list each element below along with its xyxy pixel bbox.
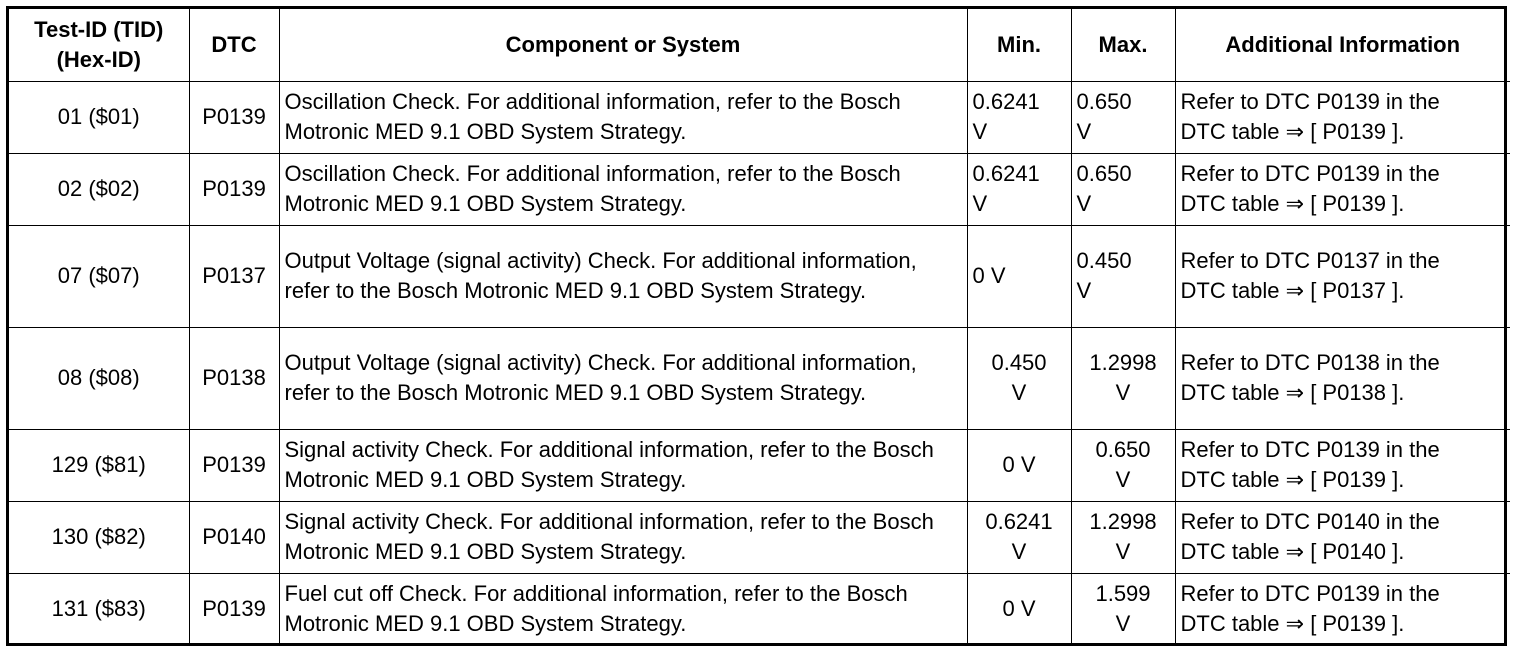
- min-value: 0 V: [1002, 452, 1036, 477]
- cell-component: Oscillation Check. For additional information, refer to the Bosch Motronic MED 9.1 OBD System Strategy.: [279, 153, 967, 225]
- header-max: Max.: [1071, 9, 1175, 81]
- cell-min: [967, 501, 1071, 573]
- info-line2: DTC table ⇒ [ P0140 ].: [1180, 539, 1405, 564]
- header-info: Additional Information: [1175, 9, 1510, 81]
- min-unit: V: [972, 119, 988, 144]
- info-line1: Refer to DTC P0139 in the: [1180, 437, 1440, 462]
- cell-dtc: P0139: [189, 573, 279, 645]
- info-line1: Refer to DTC P0139 in the: [1180, 581, 1440, 607]
- table-row: [9, 429, 1510, 501]
- header-test-id-line1: Test-ID (TID): [34, 16, 164, 42]
- max-value: 1.2998: [1089, 509, 1157, 534]
- min-value: 0.6241: [972, 161, 1040, 186]
- cell-info: [1175, 501, 1510, 573]
- table-row: [9, 327, 1510, 429]
- cell-dtc: P0138: [189, 327, 279, 429]
- header-test-id-line2: (Hex-ID): [56, 46, 141, 72]
- cell-max: [1071, 225, 1175, 327]
- table-row: [9, 573, 1510, 645]
- info-line1: Refer to DTC P0138 in the: [1180, 350, 1440, 375]
- info-line1: Refer to DTC P0137 in the: [1180, 248, 1440, 273]
- max-value: 0.450: [1076, 248, 1132, 273]
- cell-info: [1175, 153, 1510, 225]
- table-row: [9, 225, 1510, 327]
- cell-max: [1071, 429, 1175, 501]
- min-value: 0 V: [1002, 596, 1036, 622]
- cell-min: [967, 429, 1071, 501]
- cell-dtc: P0139: [189, 81, 279, 153]
- info-line2: DTC table ⇒ [ P0139 ].: [1180, 611, 1405, 637]
- max-unit: V: [1115, 611, 1131, 637]
- cell-test-id: 07 ($07): [9, 225, 189, 327]
- cell-dtc: P0140: [189, 501, 279, 573]
- cell-dtc: P0137: [189, 225, 279, 327]
- max-unit: V: [1076, 191, 1092, 216]
- max-value: 0.650: [1076, 89, 1132, 114]
- min-unit: V: [1011, 539, 1027, 564]
- min-unit: V: [972, 191, 988, 216]
- header-test-id: [9, 9, 189, 81]
- header-component: Component or System: [279, 9, 967, 81]
- cell-component: Output Voltage (signal activity) Check. For additional information, refer to the Bosch Motronic MED 9.1 OBD System Strategy.: [279, 225, 967, 327]
- cell-component: Output Voltage (signal activity) Check. For additional information, refer to the Bosch Motronic MED 9.1 OBD System Strategy.: [279, 327, 967, 429]
- cell-max: [1071, 81, 1175, 153]
- cell-info: [1175, 225, 1510, 327]
- max-unit: V: [1076, 119, 1092, 144]
- info-line1: Refer to DTC P0140 in the: [1180, 509, 1440, 534]
- min-value: 0.450: [991, 350, 1047, 375]
- table-row: [9, 153, 1510, 225]
- cell-test-id: 129 ($81): [9, 429, 189, 501]
- cell-test-id: 08 ($08): [9, 327, 189, 429]
- max-value: 1.599: [1095, 581, 1151, 607]
- table-row: [9, 501, 1510, 573]
- header-dtc: DTC: [189, 9, 279, 81]
- max-value: 1.2998: [1089, 350, 1157, 375]
- cell-dtc: P0139: [189, 429, 279, 501]
- info-line2: DTC table ⇒ [ P0139 ].: [1180, 119, 1405, 144]
- min-value: 0.6241: [985, 509, 1053, 534]
- cell-max: [1071, 327, 1175, 429]
- cell-component: Oscillation Check. For additional information, refer to the Bosch Motronic MED 9.1 OBD System Strategy.: [279, 81, 967, 153]
- max-unit: V: [1076, 278, 1092, 303]
- cell-info: [1175, 327, 1510, 429]
- cell-max: [1071, 501, 1175, 573]
- cell-min: [967, 153, 1071, 225]
- cell-min: [967, 225, 1071, 327]
- cell-test-id: 01 ($01): [9, 81, 189, 153]
- header-min: Min.: [967, 9, 1071, 81]
- cell-dtc: P0139: [189, 153, 279, 225]
- info-line1: Refer to DTC P0139 in the: [1180, 161, 1440, 186]
- info-line2: DTC table ⇒ [ P0138 ].: [1180, 380, 1405, 405]
- test-id-table-frame: [6, 6, 1507, 646]
- cell-min: [967, 327, 1071, 429]
- table-row: [9, 81, 1510, 153]
- cell-min: [967, 81, 1071, 153]
- cell-min: [967, 573, 1071, 645]
- cell-max: [1071, 153, 1175, 225]
- info-line2: DTC table ⇒ [ P0137 ].: [1180, 278, 1405, 303]
- min-value: 0.6241: [972, 89, 1040, 114]
- cell-info: [1175, 573, 1510, 645]
- max-value: 0.650: [1095, 437, 1151, 462]
- cell-test-id: 131 ($83): [9, 573, 189, 645]
- cell-component: Signal activity Check. For additional information, refer to the Bosch Motronic MED 9.1 OBD System Strategy.: [279, 501, 967, 573]
- info-line2: DTC table ⇒ [ P0139 ].: [1180, 191, 1405, 216]
- info-line2: DTC table ⇒ [ P0139 ].: [1180, 467, 1405, 492]
- header-row: [9, 9, 1510, 81]
- max-unit: V: [1115, 539, 1131, 564]
- cell-test-id: 130 ($82): [9, 501, 189, 573]
- info-line1: Refer to DTC P0139 in the: [1180, 89, 1440, 114]
- min-unit: V: [1011, 380, 1027, 405]
- cell-info: [1175, 429, 1510, 501]
- min-value: 0 V: [972, 263, 1006, 288]
- cell-info: [1175, 81, 1510, 153]
- cell-max: [1071, 573, 1175, 645]
- max-value: 0.650: [1076, 161, 1132, 186]
- max-unit: V: [1115, 467, 1131, 492]
- test-id-table: [9, 9, 1510, 645]
- max-unit: V: [1115, 380, 1131, 405]
- cell-test-id: 02 ($02): [9, 153, 189, 225]
- cell-component: Signal activity Check. For additional information, refer to the Bosch Motronic MED 9.1 OBD System Strategy.: [279, 429, 967, 501]
- cell-component: Fuel cut off Check. For additional information, refer to the Bosch Motronic MED 9.1 OBD System Strategy.: [279, 573, 967, 645]
